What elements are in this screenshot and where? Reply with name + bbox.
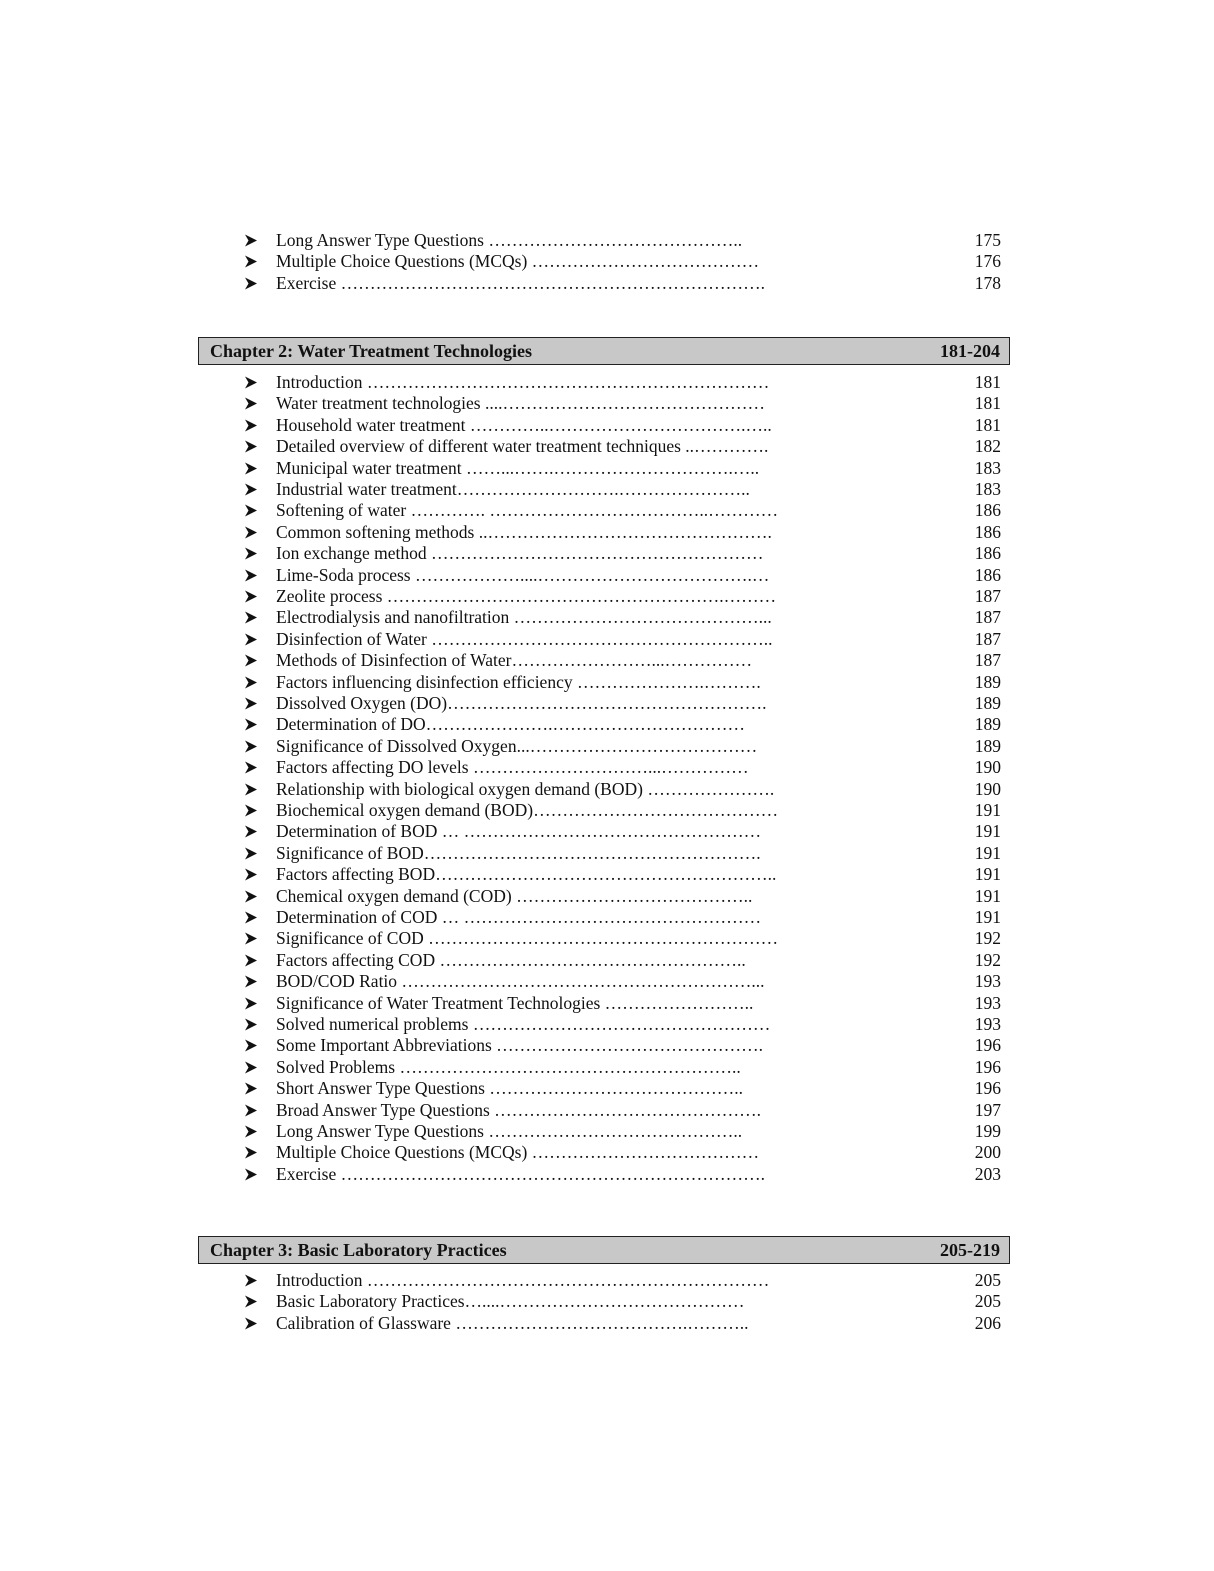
toc-entry-page: 183: [974, 457, 1001, 478]
arrowhead-bullet-icon: [244, 1056, 264, 1078]
arrowhead-bullet-icon: [244, 564, 264, 586]
arrowhead-bullet-icon: [244, 585, 264, 607]
arrowhead-bullet-icon: [244, 671, 264, 693]
toc-entry: [0, 564, 1214, 586]
arrowhead-bullet-icon: [244, 927, 264, 949]
toc-entry: [0, 585, 1214, 607]
toc-entry-title: Long Answer Type Questions ……………………………………..: [276, 1121, 743, 1141]
toc-entry-page: 178: [974, 272, 1001, 293]
toc-entry-title: Introduction ……………………………………………………………: [276, 1270, 770, 1290]
toc-entry-page: 199: [974, 1121, 1001, 1141]
toc-entry-title: Softening of water …………. ………………………………..…………: [276, 500, 779, 521]
toc-entry: [0, 756, 1214, 778]
toc-entry: [0, 713, 1214, 735]
toc-entry-page: 186: [974, 564, 1001, 585]
arrowhead-bullet-icon: [244, 1099, 264, 1121]
arrowhead-bullet-icon: [244, 250, 264, 272]
toc-entry-page: 190: [974, 757, 1001, 778]
arrowhead-bullet-icon: [244, 478, 264, 500]
toc-entry-page: 200: [974, 1142, 1001, 1163]
toc-entry-title: Introduction ……………………………………………………………: [276, 372, 770, 392]
toc-entry: [0, 272, 1214, 294]
toc-entry-title: BOD/COD Ratio ……………………………………………………...: [276, 971, 765, 992]
arrowhead-bullet-icon: [244, 1120, 264, 1142]
arrowhead-bullet-icon: [244, 735, 264, 757]
toc-entry-title: Solved numerical problems ……………………………………………: [276, 1014, 771, 1034]
toc-entry-page: 189: [974, 735, 1001, 756]
toc-entry-page: 193: [974, 992, 1001, 1013]
toc-entry-title: Multiple Choice Questions (MCQs) …………………………………: [276, 251, 760, 272]
toc-entry-title: Short Answer Type Questions ……………………………………..: [276, 1078, 744, 1099]
toc-entry-title: Water treatment technologies ....………………………………………: [276, 393, 765, 414]
toc-entry-title: Dissolved Oxygen (DO)……………………………………………….: [276, 693, 767, 713]
toc-entry-title: Significance of COD ……………………………………………………: [276, 928, 779, 949]
toc-entry-title: Significance of Dissolved Oxygen...…………………………………: [276, 735, 758, 756]
toc-entry-page: 189: [974, 671, 1001, 692]
toc-entry-title: Calibration of Glassware ………………………………….………..: [276, 1312, 749, 1333]
toc-entry-page: 191: [974, 864, 1001, 885]
chapter-header: [198, 337, 1010, 365]
arrowhead-bullet-icon: [244, 842, 264, 864]
arrowhead-bullet-icon: [244, 542, 264, 564]
toc-entry: [0, 521, 1214, 543]
arrowhead-bullet-icon: [244, 1077, 264, 1099]
toc-entry-title: Broad Answer Type Questions ……………………………………….: [276, 1099, 762, 1120]
toc-entry-page: 191: [974, 907, 1001, 927]
toc-entry: [0, 671, 1214, 693]
arrowhead-bullet-icon: [244, 970, 264, 992]
toc-entry: [0, 692, 1214, 714]
arrowhead-bullet-icon: [244, 1141, 264, 1163]
toc-entry-page: 187: [974, 586, 1001, 606]
toc-entry-title: Factors affecting COD ……………………………………………..: [276, 949, 746, 970]
arrowhead-bullet-icon: [244, 457, 264, 479]
toc-entry-page: 192: [974, 928, 1001, 949]
toc-entry-page: 175: [974, 230, 1001, 250]
arrowhead-bullet-icon: [244, 1034, 264, 1056]
toc-entry: [0, 992, 1214, 1014]
toc-entry: [0, 250, 1214, 272]
arrowhead-bullet-icon: [244, 606, 264, 628]
arrowhead-bullet-icon: [244, 692, 264, 714]
toc-entry-page: 183: [974, 479, 1001, 499]
toc-entry: [0, 1141, 1214, 1163]
toc-entry-title: Factors influencing disinfection efficiency ………………….……….: [276, 671, 761, 692]
arrowhead-bullet-icon: [244, 521, 264, 543]
toc-entry: [0, 970, 1214, 992]
arrowhead-bullet-icon: [244, 435, 264, 457]
toc-entry-page: 189: [974, 693, 1001, 713]
toc-entry-page: 187: [974, 607, 1001, 628]
toc-entry: [0, 820, 1214, 842]
toc-entry: [0, 1099, 1214, 1121]
toc-entry-page: 181: [974, 393, 1001, 414]
toc-entry-title: Solved Problems …………………………………………………..: [276, 1056, 741, 1077]
toc-entry-title: Chemical oxygen demand (COD) …………………………………..: [276, 885, 753, 906]
toc-entry-page: 181: [974, 414, 1001, 435]
toc-entry-page: 182: [974, 436, 1001, 457]
toc-entry-page: 187: [974, 650, 1001, 671]
toc-entry-title: Relationship with biological oxygen demand (BOD) ………………….: [276, 778, 775, 799]
toc-entry-title: Household water treatment …………..…………………………….…..: [276, 414, 772, 435]
toc-entry-title: Some Important Abbreviations ……………………………………….: [276, 1035, 764, 1056]
toc-entry: [0, 414, 1214, 436]
toc-entry: [0, 1290, 1214, 1312]
toc-entry-page: 205: [974, 1270, 1001, 1290]
toc-entry: [0, 1120, 1214, 1142]
toc-entry-page: 186: [974, 543, 1001, 564]
toc-entry-page: 203: [974, 1163, 1001, 1184]
toc-entry-title: Factors affecting DO levels …………………………...……………: [276, 757, 749, 778]
toc-entry-title: Biochemical oxygen demand (BOD)……………………………………: [276, 800, 779, 820]
toc-entry-title: Ion exchange method …………………………………………………: [276, 543, 764, 564]
arrowhead-bullet-icon: [244, 229, 264, 251]
arrowhead-bullet-icon: [244, 778, 264, 800]
arrowhead-bullet-icon: [244, 992, 264, 1014]
toc-entry-page: 192: [974, 949, 1001, 970]
toc-entry-title: Determination of DO………………….……………………………: [276, 714, 746, 735]
chapter-page-range: 205-219: [940, 1240, 1000, 1260]
arrowhead-bullet-icon: [244, 414, 264, 436]
arrowhead-bullet-icon: [244, 885, 264, 907]
toc-entry-page: 186: [974, 500, 1001, 521]
toc-entry: [0, 799, 1214, 821]
toc-entry: [0, 435, 1214, 457]
toc-entry: [0, 1269, 1214, 1291]
toc-entry: [0, 1034, 1214, 1056]
toc-entry-title: Lime-Soda process ………………....……………………………….…: [276, 564, 770, 585]
chapter-title: Chapter 3: Basic Laboratory Practices: [210, 1240, 507, 1260]
toc-entry: [0, 628, 1214, 650]
toc-entry-title: Electrodialysis and nanofiltration ……………………………………...: [276, 607, 772, 628]
toc-entry-title: Detailed overview of different water treatment techniques ..………….: [276, 436, 769, 457]
toc-entry-page: 193: [974, 971, 1001, 992]
toc-entry-page: 187: [974, 628, 1001, 649]
arrowhead-bullet-icon: [244, 1269, 264, 1291]
arrowhead-bullet-icon: [244, 371, 264, 393]
arrowhead-bullet-icon: [244, 756, 264, 778]
toc-entry: [0, 1312, 1214, 1334]
toc-entry-page: 191: [974, 800, 1001, 820]
toc-entry-page: 191: [974, 842, 1001, 863]
arrowhead-bullet-icon: [244, 392, 264, 414]
toc-entry-title: Factors affecting BOD…………………………………………………..: [276, 864, 777, 885]
arrowhead-bullet-icon: [244, 1163, 264, 1185]
toc-entry-page: 191: [974, 821, 1001, 842]
toc-entry-title: Industrial water treatment……………………….…………………..: [276, 479, 750, 499]
toc-entry-page: 196: [974, 1035, 1001, 1056]
toc-entry: [0, 1077, 1214, 1099]
toc-entry-title: Multiple Choice Questions (MCQs) …………………………………: [276, 1142, 760, 1163]
toc-entry: [0, 949, 1214, 971]
toc-entry: [0, 735, 1214, 757]
toc-entry-title: Basic Laboratory Practices…....……………………………………: [276, 1291, 745, 1312]
toc-entry-page: 196: [974, 1056, 1001, 1077]
toc-entry-title: Determination of BOD … ……………………………………………: [276, 821, 762, 842]
arrowhead-bullet-icon: [244, 1013, 264, 1035]
toc-entry-title: Common softening methods ..………………………………………….: [276, 521, 772, 542]
arrowhead-bullet-icon: [244, 649, 264, 671]
toc-entry: [0, 392, 1214, 414]
toc-entry-title: Methods of Disinfection of Water……………………...……………: [276, 650, 753, 671]
toc-entry: [0, 863, 1214, 885]
toc-entry: [0, 542, 1214, 564]
toc-entry: [0, 1056, 1214, 1078]
arrowhead-bullet-icon: [244, 628, 264, 650]
arrowhead-bullet-icon: [244, 799, 264, 821]
toc-entry: [0, 371, 1214, 393]
toc-entry-title: Zeolite process ………………………………………………….………: [276, 586, 777, 606]
toc-entry-title: Disinfection of Water …………………………………………………..: [276, 628, 773, 649]
arrowhead-bullet-icon: [244, 906, 264, 928]
toc-entry-page: 190: [974, 778, 1001, 799]
arrowhead-bullet-icon: [244, 499, 264, 521]
toc-entry-title: Determination of COD … ……………………………………………: [276, 907, 762, 927]
toc-entry-page: 206: [974, 1312, 1001, 1333]
chapter-title: Chapter 2: Water Treatment Technologies: [210, 341, 532, 361]
toc-entry-title: Long Answer Type Questions ……………………………………..: [276, 230, 743, 250]
toc-entry: [0, 1013, 1214, 1035]
toc-entry-title: Municipal water treatment ……...…….………………………….…..: [276, 457, 760, 478]
arrowhead-bullet-icon: [244, 713, 264, 735]
toc-entry: [0, 906, 1214, 928]
toc-entry: [0, 927, 1214, 949]
toc-entry: [0, 229, 1214, 251]
toc-entry-page: 176: [974, 251, 1001, 272]
toc-entry-title: Significance of BOD………………………………………………….: [276, 842, 761, 863]
toc-entry: [0, 499, 1214, 521]
toc-entry: [0, 778, 1214, 800]
toc-entry-title: Exercise ……………………………………………………………….: [276, 272, 765, 293]
toc-entry-page: 186: [974, 521, 1001, 542]
toc-entry-title: Significance of Water Treatment Technologies ……………………..: [276, 992, 754, 1013]
toc-entry: [0, 606, 1214, 628]
toc-entry-page: 193: [974, 1014, 1001, 1034]
toc-entry: [0, 1163, 1214, 1185]
arrowhead-bullet-icon: [244, 949, 264, 971]
toc-entry-page: 189: [974, 714, 1001, 735]
chapter-header: [198, 1236, 1010, 1264]
arrowhead-bullet-icon: [244, 820, 264, 842]
toc-entry-page: 196: [974, 1078, 1001, 1099]
arrowhead-bullet-icon: [244, 1312, 264, 1334]
arrowhead-bullet-icon: [244, 1290, 264, 1312]
toc-entry-page: 191: [974, 885, 1001, 906]
toc-entry-page: 205: [974, 1291, 1001, 1312]
toc-entry-page: 181: [974, 372, 1001, 392]
toc-entry-title: Exercise ……………………………………………………………….: [276, 1163, 765, 1184]
toc-entry: [0, 478, 1214, 500]
toc-entry: [0, 885, 1214, 907]
toc-entry: [0, 649, 1214, 671]
arrowhead-bullet-icon: [244, 272, 264, 294]
toc-entry: [0, 457, 1214, 479]
toc-entry: [0, 842, 1214, 864]
toc-entry-page: 197: [974, 1099, 1001, 1120]
chapter-page-range: 181-204: [940, 341, 1000, 361]
arrowhead-bullet-icon: [244, 863, 264, 885]
